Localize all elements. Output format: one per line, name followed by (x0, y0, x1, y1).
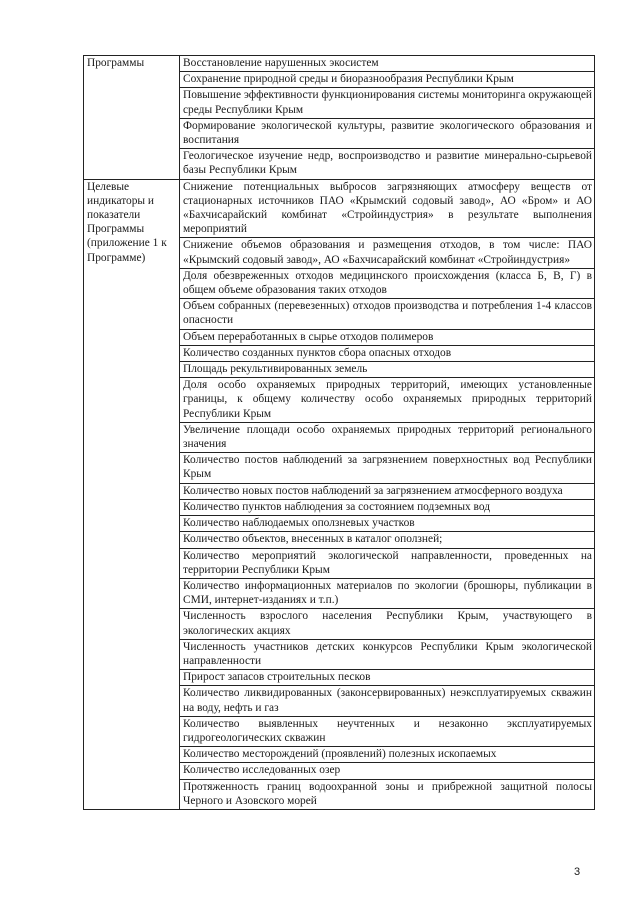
section-item: Количество новых постов наблюдений за загрязнением атмосферного воздуха (180, 483, 595, 499)
section-item: Прирост запасов строительных песков (180, 670, 595, 686)
section-item: Количество месторождений (проявлений) полезных ископаемых (180, 747, 595, 763)
section-label (84, 179, 180, 809)
section-item: Увеличение площади особо охраняемых природных территорий регионального значения (180, 422, 595, 452)
section-label (84, 56, 180, 180)
section-item: Численность взрослого населения Республики Крым, участвующего в экологических акциях (180, 609, 595, 639)
section-item: Количество наблюдаемых оползневых участков (180, 516, 595, 532)
section-item: Повышение эффективности функционирования системы мониторинга окружающей среды Республики Крым (180, 88, 595, 118)
page-number: 3 (574, 866, 581, 878)
section-label-text: Программы (87, 57, 145, 69)
section-item: Доля особо охраняемых природных территорий, имеющих установленные границы, к общему количеству особо охраняемых природных территорий Республики Крым (180, 378, 595, 423)
section-item: Сохранение природной среды и биоразнообразия Республики Крым (180, 72, 595, 88)
section-item: Количество объектов, внесенных в каталог оползней; (180, 532, 595, 548)
section-item: Формирование экологической культуры, развитие экологического образования и воспитания (180, 118, 595, 148)
table-body (84, 56, 595, 810)
section-item: Количество пунктов наблюдения за состоянием подземных вод (180, 499, 595, 515)
section-item: Снижение потенциальных выбросов загрязняющих атмосферу веществ от стационарных источников ПАО «Крымский содовый завод», АО «Бром» и АО «Бахчисарайский комбинат «Стройиндустрия» в результате выполнения мероприятий (180, 179, 595, 238)
section-label-text: Целевые индикаторы и показатели Программы (приложение 1 к Программе) (87, 180, 167, 264)
section-item: Количество информационных материалов по экологии (брошюры, публикации в СМИ, интернет-изданиях и т.п.) (180, 578, 595, 608)
section-item: Восстановление нарушенных экосистем (180, 56, 595, 72)
section-item: Объем собранных (перевезенных) отходов производства и потребления 1-4 классов опасности (180, 299, 595, 329)
section-item: Геологическое изучение недр, воспроизводство и развитие минерально-сырьевой базы Республики Крым (180, 149, 595, 179)
section-item: Количество созданных пунктов сбора опасных отходов (180, 345, 595, 361)
table-row (84, 56, 595, 72)
table-row (84, 179, 595, 238)
section-item: Количество ликвидированных (законсервированных) неэксплуатируемых скважин на воду, нефть и газ (180, 686, 595, 716)
section-item: Количество исследованных озер (180, 763, 595, 779)
section-item: Площадь рекультивированных земель (180, 362, 595, 378)
section-item: Объем переработанных в сырье отходов полимеров (180, 329, 595, 345)
section-item: Численность участников детских конкурсов Республики Крым экологической направленности (180, 639, 595, 669)
section-item: Количество постов наблюдений за загрязнением поверхностных вод Республики Крым (180, 453, 595, 483)
program-passport-table (83, 55, 595, 810)
section-item: Протяженность границ водоохранной зоны и прибрежной защитной полосы Черного и Азовского морей (180, 779, 595, 809)
section-item: Количество мероприятий экологической направленности, проведенных на территории Республики Крым (180, 548, 595, 578)
section-item: Доля обезвреженных отходов медицинского происхождения (класса Б, В, Г) в общем объеме образования таких отходов (180, 268, 595, 298)
section-item: Снижение объемов образования и размещения отходов, в том числе: ПАО «Крымский содовый завод», АО «Бахчисарайский комбинат «Стройиндустрия» (180, 238, 595, 268)
section-item: Количество выявленных неучтенных и незаконно эксплуатируемых гидрогеологических скважин (180, 716, 595, 746)
